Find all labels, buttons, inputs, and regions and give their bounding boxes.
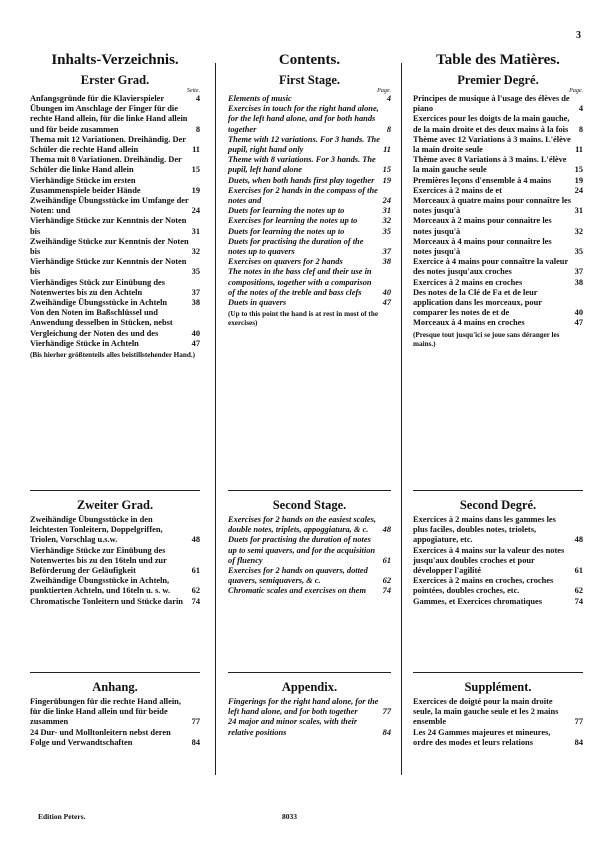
footnote: (Up to this point the hand is at rest in most of the exercises): [228, 310, 379, 328]
entry-page: 40: [191, 328, 200, 338]
entry-title: Zweihändige Übungsstücke in den leichtesten Tonleitern, Doppelgriffen, Triolen, Vorschlag u.s.w.: [30, 515, 163, 545]
entry-title: Exercises for 2 hands in the compass of the notes and: [228, 185, 378, 206]
grade-heading: Zweiter Grad.: [76, 498, 154, 512]
toc-entry: [413, 288, 583, 319]
toc-entry: [228, 135, 391, 155]
english-column: [228, 52, 391, 737]
entry-page: 35: [574, 247, 583, 257]
entry-page: 35: [382, 226, 391, 236]
toc-entry: [30, 196, 200, 216]
entry-title: Duets for practising the duration of notes up to semi quavers, and for the acquisition of fluency: [228, 535, 376, 565]
entry-page: 31: [191, 226, 200, 236]
entry-page: 15: [574, 165, 583, 175]
entry-title: Vierhändige Stücke in Achteln: [30, 338, 139, 348]
entry-page: 61: [574, 566, 583, 576]
toc-entry: [228, 586, 391, 596]
toc-entry: [30, 339, 200, 349]
entry-page: 37: [574, 267, 583, 277]
entry-page: 37: [191, 287, 200, 297]
toc-entry: [228, 566, 391, 586]
entry-page: 4: [386, 94, 391, 103]
entry-title: Exercises in touch for the right hand alone, for the left hand alone, and for both hands together: [228, 104, 379, 134]
entry-page: 19: [382, 175, 391, 185]
entry-title: Theme with 12 variations. For 3 hands. The pupil, right hand only: [228, 134, 380, 155]
toc-entry: [413, 216, 583, 236]
column-title: Inhalts-Verzeichnis.: [51, 52, 179, 68]
toc-entry: [30, 278, 200, 298]
column-divider-1: [215, 63, 216, 775]
entry-title: Exercices de doigté pour la main droite seule, la main gauche seule et les 2 mains ensemble: [413, 697, 559, 727]
entry-page: 19: [574, 175, 583, 185]
page-number: 3: [576, 30, 581, 41]
entry-page: 84: [382, 727, 391, 737]
entry-title: Elements of music: [228, 94, 292, 103]
section-divider: [30, 672, 200, 673]
toc-entry: [30, 697, 200, 728]
entry-title: Exercices à 4 mains sur la valeur des notes jusqu'aux doubles croches et pour développer l'agilité: [413, 545, 565, 576]
german-column: [30, 52, 200, 747]
entry-page: 84: [191, 737, 200, 747]
entry-title: The notes in the bass clef and their use in compositions, together with a comparison of the notes of the treble and bass clefs: [228, 267, 372, 297]
toc-entry: [228, 257, 391, 267]
toc-entry: [228, 717, 391, 737]
toc-entry: [30, 135, 200, 155]
entry-page: 11: [192, 145, 200, 155]
toc-entry: [228, 535, 391, 566]
entry-title: Anfangsgründe für die Klavierspieler: [30, 94, 165, 103]
toc-entry: [228, 206, 391, 216]
entry-page: 47: [191, 338, 200, 348]
entry-title: Thema mit 8 Variationen. Dreihändig. Der Schüler die linke Hand allein: [30, 155, 182, 175]
toc-entry: [413, 576, 583, 596]
entry-title: Duets for learning the notes up to: [228, 206, 345, 216]
toc-entry: [413, 597, 583, 607]
entry-title: Fingerübungen für die rechte Hand allein, für die linke Hand allein und für beide zusammen: [30, 697, 181, 727]
entry-title: Duets for practising the duration of the notes up to quavers: [228, 236, 364, 257]
entry-title: Exercices à 2 mains en croches: [413, 277, 523, 287]
toc-entry: [228, 186, 391, 206]
toc-entry: [228, 697, 391, 717]
page-label: Page.: [377, 88, 391, 94]
second-section: [413, 498, 583, 607]
entry-title: 24 major and minor scales, with their relative positions: [228, 717, 358, 737]
toc-entry: [30, 728, 200, 748]
entry-page: 77: [574, 717, 583, 727]
toc-entry: [228, 104, 391, 135]
entry-title: Von den Noten im Baßschlüssel und Anwendung desselben in Stücken, nebst Vergleichung der Noten des und des: [30, 308, 173, 338]
entry-title: Vierhändiges Stück zur Einübung des Notenwertes bis zu den Achteln: [30, 277, 165, 297]
entry-page: 19: [191, 185, 200, 195]
toc-entry: [30, 546, 200, 577]
entry-page: 40: [382, 287, 391, 297]
entry-page: 24: [382, 196, 391, 206]
entry-title: Principes de musique à l'usage des élèves de piano: [413, 94, 570, 114]
entry-page: 84: [574, 737, 583, 747]
toc-entry: [228, 227, 391, 237]
column-title: Contents.: [278, 52, 341, 68]
toc-entry: [30, 155, 200, 175]
toc-entry: [30, 298, 200, 308]
entry-page: 32: [191, 247, 200, 257]
entry-page: 37: [382, 247, 391, 257]
appendix-section: [413, 680, 583, 748]
entry-title: Vierhändige Stücke zur Kenntnis der Noten bis: [30, 216, 187, 236]
toc-entry: [413, 278, 583, 288]
entry-page: 47: [574, 318, 583, 328]
plate-number: 8033: [282, 812, 297, 821]
toc-entry: [30, 237, 200, 257]
section-divider: [30, 490, 200, 491]
toc-entry: [413, 135, 583, 155]
entry-page: 15: [191, 165, 200, 175]
entry-title: Chromatische Tonleitern und Stücke darin: [30, 596, 183, 606]
french-column: [413, 52, 583, 747]
entry-page: 31: [382, 206, 391, 216]
entry-title: Fingerings for the right hand alone, for the left hand alone, and for both together: [228, 697, 379, 717]
toc-entry: [413, 728, 583, 748]
toc-entry: [30, 576, 200, 596]
page-label: Seite.: [186, 88, 200, 94]
entry-page: 61: [191, 566, 200, 576]
grade-heading: Supplément.: [464, 680, 532, 694]
entry-title: Vierhändige Stücke im ersten Zusammenspiele beider Hände: [30, 175, 141, 195]
appendix-section: [228, 680, 391, 738]
entry-page: 48: [574, 535, 583, 545]
toc-entry: [413, 176, 583, 186]
grade-heading: Premier Degré.: [457, 73, 539, 87]
entry-title: Übungen im Anschlage der Finger für die rechte Hand allein, für die linke Hand allein und für beide zusammen: [30, 104, 188, 134]
entry-title: Exercises for 2 hands on the easiest scales, double notes, triplets, appoggiatura, & c.: [228, 515, 376, 535]
entry-title: Duets for learning the notes up to: [228, 226, 345, 236]
entry-page: 11: [575, 145, 583, 155]
grade-heading: Anhang.: [92, 680, 138, 694]
entry-title: Exercises for learning the notes up to: [228, 216, 358, 226]
entry-page: 61: [382, 555, 391, 565]
toc-entry: [228, 216, 391, 226]
entry-page: 62: [382, 576, 391, 586]
toc-entry: [413, 257, 583, 277]
entry-title: Exercices à 2 mains en croches, croches pointées, doubles croches, etc.: [413, 576, 554, 596]
entry-title: Thème avec 12 Variations à 3 mains. L'élève la main droite seule: [413, 134, 571, 155]
toc-entry: [228, 155, 391, 175]
toc-entry: [228, 237, 391, 257]
entry-title: Des notes de la Clé de Fa et de leur application dans les morceaux, pour comparer les notes de et de: [413, 287, 542, 318]
entry-title: Zweihändige Übungsstücke in Achteln, punktierten Achteln, und 16teln u. s. w.: [30, 576, 171, 596]
entry-page: 24: [574, 185, 583, 195]
toc-entry: [413, 546, 583, 577]
toc-entry: [413, 94, 583, 114]
toc-entry: [228, 267, 391, 298]
entry-title: 24 Dur- und Molltonleitern nebst deren Folge und Verwandtschaften: [30, 727, 171, 747]
entry-title: Exercice à 4 mains pour connaître la valeur des notes jusqu'aux croches: [413, 257, 569, 277]
column-title: Table des Matières.: [436, 52, 560, 68]
entry-title: Zweihändige Übungsstücke im Umfange der Noten: und: [30, 196, 189, 216]
entry-page: 11: [383, 145, 391, 155]
grade-heading: Erster Grad.: [80, 73, 150, 87]
toc-entry: [228, 515, 391, 535]
entry-page: 47: [382, 298, 391, 308]
toc-entry: [413, 196, 583, 216]
entry-page: 40: [574, 308, 583, 318]
toc-entry: [413, 318, 583, 328]
toc-entry: [413, 237, 583, 257]
appendix-section: [30, 680, 200, 748]
entry-page: 32: [574, 226, 583, 236]
entry-page: 74: [191, 596, 200, 606]
toc-entry: [413, 697, 583, 728]
entry-page: 32: [382, 216, 391, 226]
entry-title: Exercices à 2 mains dans les gammes les plus faciles, doubles notes, triolets, appogiature, etc.: [413, 515, 556, 545]
section-divider: [228, 490, 391, 491]
entry-page: 48: [191, 535, 200, 545]
entry-title: Chromatic scales and exercises on them: [228, 586, 366, 596]
page-label: Page.: [569, 88, 583, 94]
entry-page: 15: [382, 165, 391, 175]
entry-title: Morceaux à 4 mains pour connaître les notes jusqu'à: [413, 236, 552, 257]
footnote: (Bis hierher größtenteils alles beistillstehender Hand.): [30, 351, 196, 360]
toc-entry: [30, 216, 200, 236]
toc-entry: [30, 257, 200, 277]
toc-entry: [228, 94, 391, 104]
publisher-label: Edition Peters.: [38, 812, 86, 821]
section-divider: [413, 490, 583, 491]
entry-page: 38: [574, 277, 583, 287]
toc-entry: [413, 515, 583, 546]
entry-page: 8: [578, 124, 583, 134]
grade-heading: Appendix.: [281, 680, 338, 694]
entry-title: Thema mit 12 Variationen. Dreihändig. Der Schüler die rechte Hand allein: [30, 134, 186, 155]
toc-entry: [30, 308, 200, 339]
footnote: (Presque tout jusqu'ici se joue sans déranger les mains.): [413, 330, 560, 348]
entry-title: Duets, when both hands first play together: [228, 175, 375, 185]
entry-page: 74: [574, 596, 583, 606]
toc-entry: [413, 114, 583, 134]
section-divider: [228, 672, 391, 673]
second-section: [228, 498, 391, 597]
entry-title: Premières leçons d'ensemble à 4 mains: [413, 175, 552, 185]
toc-entry: [30, 176, 200, 196]
section-divider: [413, 672, 583, 673]
entry-page: 38: [382, 257, 391, 267]
entry-page: 74: [382, 586, 391, 596]
entry-page: 4: [195, 94, 200, 103]
entry-title: Exercises on quavers for 2 hands: [228, 257, 343, 267]
entry-title: Duets in quavers: [228, 298, 287, 308]
toc-entry: [30, 94, 200, 104]
entry-page: 31: [574, 206, 583, 216]
toc-entry: [30, 515, 200, 546]
entry-page: 8: [195, 124, 200, 134]
grade-heading: Second Stage.: [272, 498, 347, 512]
entry-title: Exercises for 2 hands on quavers, dotted quavers, semiquavers, & c.: [228, 566, 368, 586]
entry-title: Morceaux à 2 mains pour connaître les notes jusqu'à: [413, 216, 552, 236]
entry-page: 62: [574, 586, 583, 596]
entry-title: Theme with 8 variations. For 3 hands. The pupil, left hand alone: [228, 155, 376, 175]
entry-title: Gammes, et Exercices chromatiques: [413, 596, 543, 606]
entry-page: 8: [386, 124, 391, 134]
toc-entry: [413, 186, 583, 196]
toc-entry: [30, 104, 200, 135]
entry-title: Vierhändige Stücke zur Kenntnis der Noten bis: [30, 257, 187, 277]
entry-title: Morceaux à quatre mains pour connaître les notes jusqu'à: [413, 196, 572, 216]
toc-entry: [228, 298, 391, 308]
entry-page: 48: [382, 525, 391, 535]
entry-page: 77: [191, 717, 200, 727]
entry-title: Vierhändige Stücke zur Einübung des Notenwertes bis zu den 16teln und zur Beförderung der Geläufigkeit: [30, 545, 167, 576]
entry-title: Exercices pour les doigts de la main gauche, de la main droite et des deux mains à la fois: [413, 114, 570, 134]
toc-entry: [30, 597, 200, 607]
entry-title: Thème avec 8 Variations à 3 mains. L'élève la main gauche seule: [413, 155, 567, 175]
entry-title: Morceaux à 4 mains en croches: [413, 318, 525, 328]
entry-page: 4: [578, 104, 583, 114]
column-divider-2: [401, 63, 402, 775]
second-section: [30, 498, 200, 607]
entry-page: 38: [191, 298, 200, 308]
toc-entry: [228, 176, 391, 186]
entry-title: Les 24 Gammes majeures et mineures, ordre des modes et leurs relations: [413, 727, 551, 747]
entry-page: 35: [191, 267, 200, 277]
entry-page: 62: [191, 586, 200, 596]
entry-title: Zweihändige Stücke zur Kenntnis der Noten bis: [30, 236, 189, 257]
entry-page: 77: [382, 707, 391, 717]
grade-heading: First Stage.: [278, 73, 341, 87]
entry-title: Zweihändige Übungsstücke in Achteln: [30, 298, 168, 308]
grade-heading: Second Degré.: [459, 498, 537, 512]
toc-entry: [413, 155, 583, 175]
entry-page: 24: [191, 206, 200, 216]
entry-title: Exercices à 2 mains de et: [413, 185, 502, 195]
